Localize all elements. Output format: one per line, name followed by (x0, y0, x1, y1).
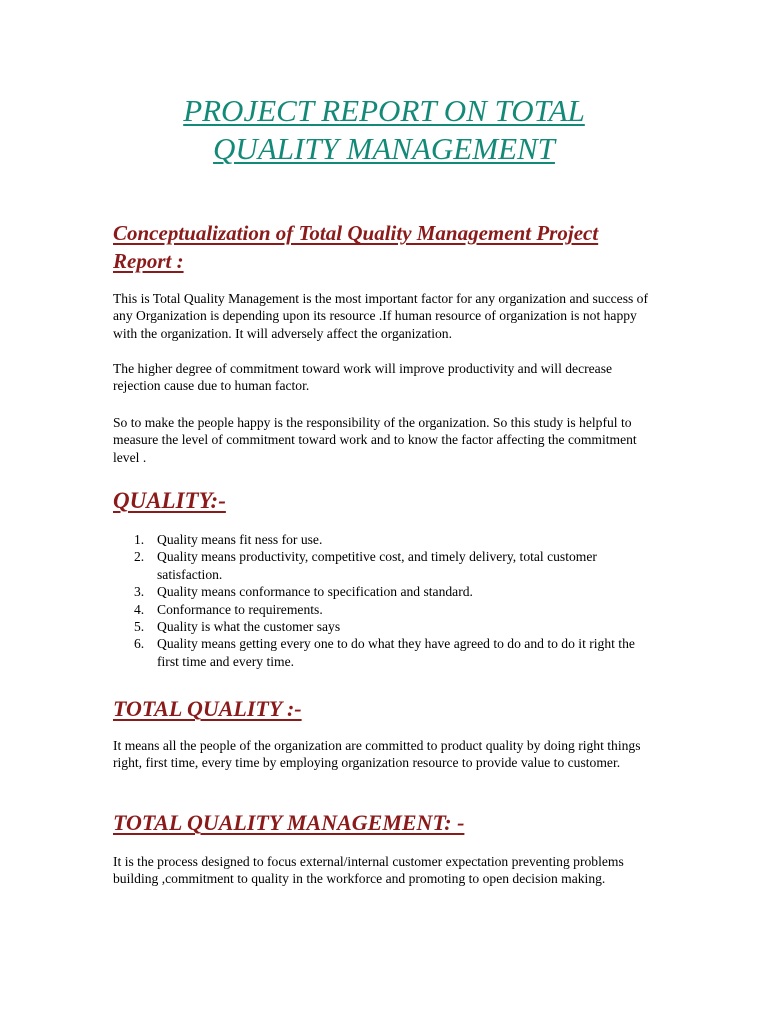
list-item-text: Quality means fit ness for use. (157, 532, 323, 547)
total-quality-paragraph: It means all the people of the organization are committed to product quality by doing right things right, first time, every time by employing organization resource to provide value to customer. (113, 738, 641, 771)
total-quality-heading: TOTAL QUALITY :- (113, 696, 302, 721)
list-item-number: 5. (134, 619, 145, 635)
list-item-text: Quality means getting every one to do what they have agreed to do and to do it right the first time and every time. (157, 636, 635, 669)
list-item-number: 6. (134, 636, 145, 652)
list-item-text: Quality means productivity, competitive cost, and timely delivery, total customer satisfaction. (157, 549, 597, 582)
tqm-paragraph: It is the process designed to focus external/internal customer expectation preventing problems building ,commitment to quality in the workforce and promoting to open decision making. (113, 854, 624, 887)
list-item (113, 601, 658, 618)
document-title (100, 92, 668, 168)
quality-definitions-list (113, 531, 658, 670)
conceptualization-paragraph-1: This is Total Quality Management is the most important factor for any organization and success of any Organization is depending upon its resource .If human resource of organization is not happy with the organization. It will adversely affect the organization. (113, 291, 648, 341)
conceptualization-paragraph-2: The higher degree of commitment toward work will improve productivity and will decrease rejection cause due to human factor. (113, 361, 613, 394)
list-item-number: 4. (134, 601, 145, 617)
list-item-text: Conformance to requirements. (157, 601, 323, 617)
list-item-number: 3. (134, 584, 145, 600)
document-title-line-2: QUALITY MANAGEMENT (213, 131, 555, 166)
quality-heading: QUALITY:- (113, 488, 226, 513)
conceptualization-heading: Conceptualization of Total Quality Management Project Report : (113, 221, 599, 273)
list-item (113, 583, 658, 600)
list-item-text: Quality is what the customer says (157, 619, 341, 635)
list-item-text: Quality means conformance to specification and standard. (157, 584, 473, 600)
conceptualization-paragraph-3: So to make the people happy is the responsibility of the organization. So this study is helpful to measure the level of commitment toward work and to know the factor affecting the commitment level . (113, 415, 637, 465)
list-item-number: 2. (134, 549, 145, 565)
list-item-number: 1. (134, 532, 145, 547)
list-item (113, 548, 658, 583)
list-item (113, 618, 658, 635)
list-item (113, 531, 658, 548)
document-title-line-1: PROJECT REPORT ON TOTAL (183, 93, 585, 128)
tqm-heading: TOTAL QUALITY MANAGEMENT: - (113, 810, 465, 835)
list-item (113, 635, 658, 670)
